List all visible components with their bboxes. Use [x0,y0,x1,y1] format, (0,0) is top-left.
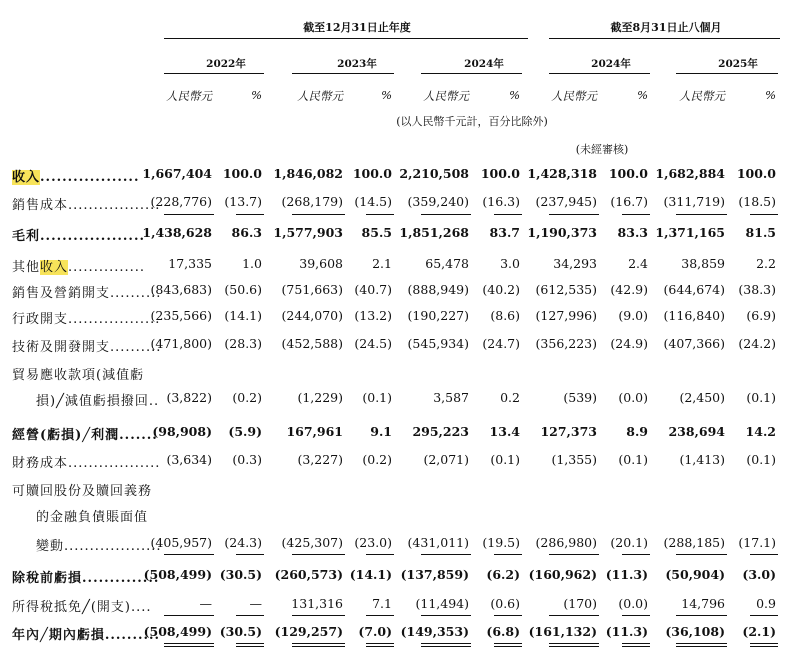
underline [494,554,522,555]
highlighted-term: 收入 [40,260,69,275]
leader-dots: .................. [68,456,161,471]
cell-value: 1,428,318 [527,166,597,181]
cell-value: 85.5 [361,225,392,240]
year-header: 2024年 [464,58,504,70]
cell-value: (7.0) [358,624,392,639]
cell-value: (0.2) [362,452,392,467]
cell-value: (149,353) [400,624,469,639]
cell-value: 39,608 [299,256,343,271]
underline [421,615,471,616]
cell-value: (11,494) [415,596,469,611]
underline-double [236,646,264,647]
cell-value: 1.0 [242,256,262,271]
underline [750,554,778,555]
cell-value: (356,223) [535,336,597,351]
cell-value: (260,573) [274,567,343,582]
leader-dots: .............. [82,571,160,586]
year-rule [676,73,778,74]
leader-dots: .................. [68,198,161,213]
cell-value: (888,949) [407,282,469,297]
row-label: 其他收入............... [12,260,146,275]
cell-value: 295,223 [412,424,469,439]
cell-value: (13.2) [354,308,392,323]
underline [236,214,264,215]
leader-dots: ................... [64,539,162,554]
cell-value: (843,683) [150,282,212,297]
underline-double [421,646,471,647]
underline [750,643,778,644]
underline [421,554,471,555]
underline [494,643,522,644]
cell-value: (545,934) [407,336,469,351]
cell-value: 1,667,404 [142,166,212,181]
cell-value: (1,355) [551,452,597,467]
leader-dots: .................. [40,170,140,185]
cell-value: (237,945) [535,194,597,209]
cell-value: (24.5) [354,336,392,351]
cell-value: 8.9 [626,424,648,439]
cell-value: (24.9) [610,336,648,351]
cell-value: 100.0 [222,166,262,181]
row-label: 銷售及營銷開支.......... [12,286,162,301]
cell-value: 100.0 [480,166,520,181]
underline-double [366,646,394,647]
underline [549,214,599,215]
underline [366,554,394,555]
cell-value: 7.1 [372,596,392,611]
cell-value: 1,190,373 [527,225,597,240]
cell-value: 1,438,628 [142,225,212,240]
row-label: 所得稅抵免╱(開支).... [12,600,152,615]
cell-value: (98,908) [152,424,212,439]
cell-value: (160,962) [528,567,597,582]
cell-value: (6.9) [746,308,776,323]
cell-value: (452,588) [281,336,343,351]
underline [549,554,599,555]
leader-dots: .......... [104,628,161,643]
cell-value: (24.7) [482,336,520,351]
underline [236,554,264,555]
cell-value: (3,822) [166,390,212,405]
underline-double [549,646,599,647]
cell-value: (129,257) [274,624,343,639]
cell-value: (0.1) [490,452,520,467]
cell-value: (2,450) [679,390,725,405]
cell-value: 17,335 [168,256,212,271]
underline [164,214,214,215]
underline [164,554,214,555]
leader-dots: ............... [68,260,146,275]
units-note: (以人民幣千元計，百分比除外) [396,115,548,128]
cell-value: (6.8) [486,624,520,639]
cell-value: (40.2) [482,282,520,297]
cell-value: (644,674) [663,282,725,297]
cell-value: (137,859) [400,567,469,582]
cell-value: (3,227) [297,452,343,467]
cell-value: (18.5) [738,194,776,209]
cell-value: 100.0 [352,166,392,181]
underline [549,615,599,616]
cell-value: (38.3) [738,282,776,297]
underline [164,615,214,616]
row-label: 貿易應收款項(減值虧 [12,368,145,383]
cell-value: 1,682,884 [655,166,725,181]
cell-value: (0.2) [232,390,262,405]
year-rule [549,73,650,74]
cell-value: 83.3 [617,225,648,240]
unit-percent: % [637,88,648,102]
cell-value: (19.5) [482,535,520,550]
cell-value: 13.4 [489,424,520,439]
row-label: 行政開支.................. [12,312,161,327]
cell-value: (471,800) [150,336,212,351]
leader-dots: .. [148,394,160,409]
cell-value: 0.9 [756,596,776,611]
cell-value: (1,413) [679,452,725,467]
cell-value: (50,904) [665,567,725,582]
cell-value: (311,719) [663,194,725,209]
cell-value: (3.0) [742,567,776,582]
row-label: 經營(虧損)╱利潤....... [12,428,158,443]
cell-value: (0.1) [362,390,392,405]
unaudited-note: (未經審核) [575,143,629,156]
cell-value: (24.2) [738,336,776,351]
cell-value: 1,846,082 [273,166,343,181]
cell-value: 2.2 [756,256,776,271]
cell-value: 100.0 [608,166,648,181]
cell-value: (17.1) [738,535,776,550]
cell-value: (425,307) [281,535,343,550]
underline [676,615,727,616]
cell-value: (2,071) [423,452,469,467]
underline [750,214,778,215]
cell-value: (407,366) [663,336,725,351]
cell-value: (24.3) [224,535,262,550]
row-label: 銷售成本.................. [12,198,161,213]
cell-value: (50.6) [224,282,262,297]
underline [236,643,264,644]
unit-rmb: 人民幣元 [679,89,725,103]
cell-value: 131,316 [291,596,343,611]
leader-dots: .... [130,600,152,615]
cell-value: (14.1) [349,567,392,582]
cell-value: (405,957) [150,535,212,550]
underline [366,615,394,616]
underline [366,214,394,215]
cell-value: (235,566) [150,308,212,323]
cell-value: (508,499) [143,567,212,582]
cell-value: (0.1) [746,390,776,405]
cell-value: (30.5) [219,567,262,582]
cell-value: (612,535) [535,282,597,297]
cell-value: 86.3 [231,225,262,240]
group-rule-eight-months [549,38,780,39]
cell-value: 65,478 [425,256,469,271]
row-label: 年內╱期內虧損.......... [12,628,161,643]
underline [622,214,650,215]
unit-percent: % [509,88,520,102]
cell-value: 3.0 [500,256,520,271]
underline [164,643,214,644]
underline-double [494,646,522,647]
underline [292,643,345,644]
cell-value: 238,694 [668,424,725,439]
cell-value: 14,796 [681,596,725,611]
cell-value: (539) [563,390,597,405]
cell-value: (0.0) [618,596,648,611]
row-label: 毛利................... [12,229,146,244]
cell-value: (14.1) [224,308,262,323]
row-label: 的金融負債賬面值 [36,510,149,525]
cell-value: 1,851,268 [399,225,469,240]
cell-value: (0.6) [490,596,520,611]
year-rule [292,73,394,74]
group-header-year-ended: 截至12月31日止年度 [303,21,411,34]
unit-percent: % [251,88,262,102]
underline [622,643,650,644]
underline [236,615,264,616]
underline-double [164,646,214,647]
cell-value: (3,634) [166,452,212,467]
year-header: 2024年 [591,58,631,70]
year-header: 2022年 [206,58,246,70]
cell-value: — [199,596,212,611]
cell-value: (228,776) [150,194,212,209]
year-rule [421,73,522,74]
unit-rmb: 人民幣元 [297,89,343,103]
underline [622,554,650,555]
underline [421,643,471,644]
unit-rmb: 人民幣元 [166,89,212,103]
cell-value: (16.3) [482,194,520,209]
underline-double [292,646,345,647]
cell-value: 2.1 [372,256,392,271]
cell-value: (28.3) [224,336,262,351]
cell-value: (244,070) [281,308,343,323]
unit-percent: % [381,88,392,102]
cell-value: (42.9) [610,282,648,297]
leader-dots: ....... [119,428,158,443]
cell-value: (190,227) [407,308,469,323]
group-rule-year-ended [164,38,528,39]
year-header: 2025年 [718,58,758,70]
underline [292,615,345,616]
cell-value: 2,210,508 [399,166,469,181]
row-label: 除稅前虧損.............. [12,571,160,586]
cell-value: (268,179) [281,194,343,209]
cell-value: 127,373 [540,424,597,439]
cell-value: (751,663) [281,282,343,297]
cell-value: 167,961 [286,424,343,439]
cell-value: (30.5) [219,624,262,639]
cell-value: 1,577,903 [273,225,343,240]
underline [750,615,778,616]
cell-value: (0.1) [746,452,776,467]
cell-value: 0.2 [500,390,520,405]
unit-percent: % [765,88,776,102]
underline [292,214,345,215]
row-label: 可贖回股份及贖回義務 [12,484,153,499]
unit-rmb: 人民幣元 [551,89,597,103]
row-label: 損)╱減值虧損撥回.. [36,394,160,409]
row-label: 變動................... [36,539,162,554]
cell-value: 100.0 [736,166,776,181]
cell-value: (9.0) [618,308,648,323]
cell-value: (23.0) [354,535,392,550]
cell-value: 83.7 [489,225,520,240]
cell-value: (20.1) [610,535,648,550]
cell-value: 9.1 [370,424,392,439]
cell-value: (36,108) [665,624,725,639]
underline [676,554,727,555]
group-header-eight-months: 截至8月31日止八個月 [610,21,722,34]
cell-value: — [249,596,262,611]
underline [494,615,522,616]
cell-value: (359,240) [407,194,469,209]
leader-dots: ................... [40,229,146,244]
row-label: 技術及開發開支.......... [12,340,162,355]
cell-value: (286,980) [535,535,597,550]
cell-value: (6.2) [486,567,520,582]
cell-value: 34,293 [553,256,597,271]
cell-value: (2.1) [742,624,776,639]
cell-value: (0.0) [618,390,648,405]
underline [622,615,650,616]
cell-value: (116,840) [663,308,725,323]
cell-value: (508,499) [143,624,212,639]
cell-value: (13.7) [224,194,262,209]
year-rule [164,73,264,74]
underline-double [676,646,727,647]
cell-value: 38,859 [681,256,725,271]
row-label [12,166,139,185]
cell-value: (5.9) [228,424,262,439]
cell-value: (0.3) [232,452,262,467]
year-header: 2023年 [337,58,377,70]
cell-value: 81.5 [745,225,776,240]
cell-value: 3,587 [433,390,469,405]
cell-value: (40.7) [354,282,392,297]
cell-value: (16.7) [610,194,648,209]
cell-value: (161,132) [528,624,597,639]
cell-value: 14.2 [745,424,776,439]
leader-dots: .......... [110,340,162,355]
cell-value: (288,185) [663,535,725,550]
cell-value: (170) [563,596,597,611]
highlighted-term: 收入 [12,170,41,185]
cell-value: (431,011) [407,535,469,550]
unit-rmb: 人民幣元 [423,89,469,103]
cell-value: (11.3) [605,567,648,582]
cell-value: (11.3) [605,624,648,639]
cell-value: (8.6) [490,308,520,323]
underline [421,214,471,215]
underline-double [750,646,778,647]
underline [292,554,345,555]
underline [494,214,522,215]
row-label: 財務成本.................. [12,456,161,471]
underline-double [622,646,650,647]
leader-dots: .......... [110,286,162,301]
cell-value: (14.5) [354,194,392,209]
cell-value: (1,229) [297,390,343,405]
underline [676,643,727,644]
cell-value: 2.4 [628,256,648,271]
cell-value: 1,371,165 [655,225,725,240]
underline [366,643,394,644]
cell-value: (0.1) [618,452,648,467]
underline [549,643,599,644]
underline [676,214,727,215]
cell-value: (127,996) [535,308,597,323]
leader-dots: .................. [68,312,161,327]
